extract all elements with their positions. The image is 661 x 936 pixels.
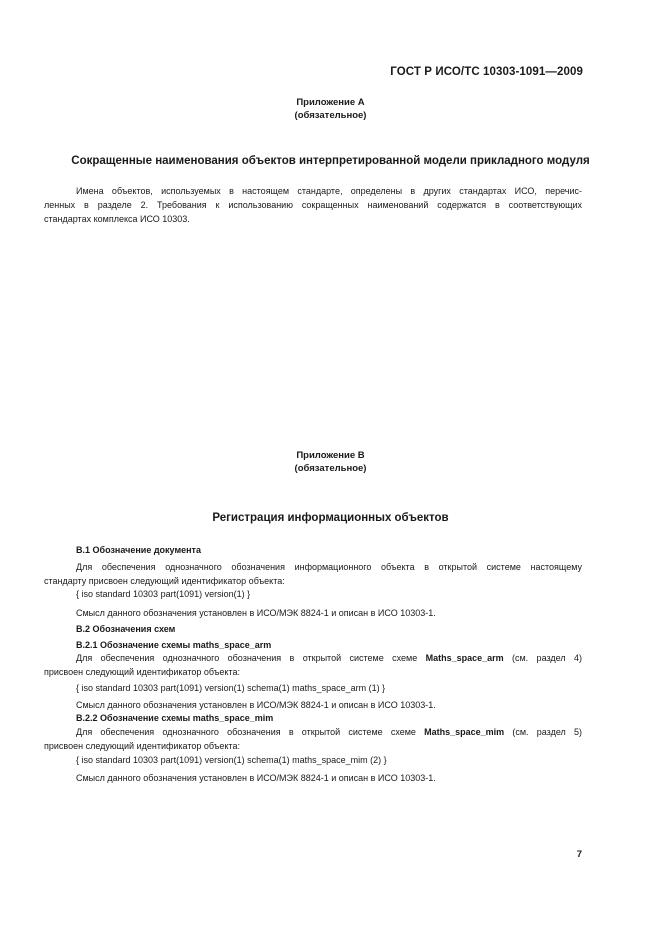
section-b21-paragraph — [44, 651, 582, 679]
section-b22-para-pre: Для обеспечения однозначного обозначения в открытой системе схеме — [76, 727, 425, 737]
section-b1-para-line-1: Для обеспечения однозначного обозначения информационного объекта в открытой системе настоящему — [76, 562, 582, 572]
section-b22-heading: В.2.2 Обозначение схемы maths_space_mim — [76, 713, 274, 723]
section-b1-para-line-2: стандарту присвоен следующий идентификатор объекта: — [44, 576, 285, 586]
annex-a-para-line-2: ленных в разделе 2. Требования к использованию сокращенных наименований содержатся в соответствующих — [44, 200, 582, 210]
section-b22-schema-name: Maths_space_mim — [424, 727, 505, 737]
section-b22-paragraph — [44, 725, 582, 753]
section-b1-identifier: { iso standard 10303 part(1091) version(1) } — [76, 589, 251, 599]
annex-a-status: (обязательное) — [294, 110, 367, 121]
section-b22-meaning: Смысл данного обозначения установлен в ИСО/МЭК 8824-1 и описан в ИСО 10303-1. — [76, 773, 436, 783]
annex-a-para-line-3: стандартах комплекса ИСО 10303. — [44, 214, 190, 224]
document-header: ГОСТ Р ИСО/ТС 10303-1091—2009 — [390, 66, 583, 78]
section-b21-heading: В.2.1 Обозначение схемы maths_space_arm — [76, 640, 272, 650]
section-b1-heading: В.1 Обозначение документа — [76, 545, 201, 555]
annex-a-heading: Сокращенные наименования объектов интерпретированной модели прикладного модуля — [71, 155, 590, 167]
section-b22-para-line-2: присвоен следующий идентификатор объекта: — [44, 741, 240, 751]
section-b21-meaning: Смысл данного обозначения установлен в ИСО/МЭК 8824-1 и описан в ИСО 10303-1. — [76, 700, 436, 710]
annex-b-heading: Регистрация информационных объектов — [212, 512, 449, 524]
section-b21-para-pre: Для обеспечения однозначного обозначения в открытой системе схеме — [76, 653, 426, 663]
section-b21-schema-name: Maths_space_arm — [425, 653, 504, 663]
section-b1-paragraph — [44, 560, 582, 588]
section-b21-para-post: (см. раздел 4) — [503, 653, 582, 663]
annex-a-title: Приложение А — [296, 97, 365, 108]
section-b22-identifier: { iso standard 10303 part(1091) version(1) schema(1) maths_space_mim (2) } — [76, 755, 387, 765]
section-b2-heading: В.2 Обозначения схем — [76, 624, 176, 634]
section-b22-para-post: (см. раздел 5) — [504, 727, 582, 737]
page-number: 7 — [576, 849, 582, 860]
section-b21-para-line-1 — [76, 651, 582, 665]
annex-a-para-line-1: Имена объектов, используемых в настоящем стандарте, определены в других стандартах ИСО, перечис- — [76, 186, 582, 196]
section-b21-identifier: { iso standard 10303 part(1091) version(1) schema(1) maths_space_arm (1) } — [76, 683, 386, 693]
annex-a-paragraph — [44, 184, 582, 226]
annex-b-status: (обязательное) — [294, 463, 367, 474]
annex-b-title: Приложение В — [296, 450, 365, 461]
section-b22-para-line-1 — [76, 725, 582, 739]
section-b1-meaning: Смысл данного обозначения установлен в ИСО/МЭК 8824-1 и описан в ИСО 10303-1. — [76, 608, 436, 618]
section-b21-para-line-2: присвоен следующий идентификатор объекта: — [44, 667, 240, 677]
